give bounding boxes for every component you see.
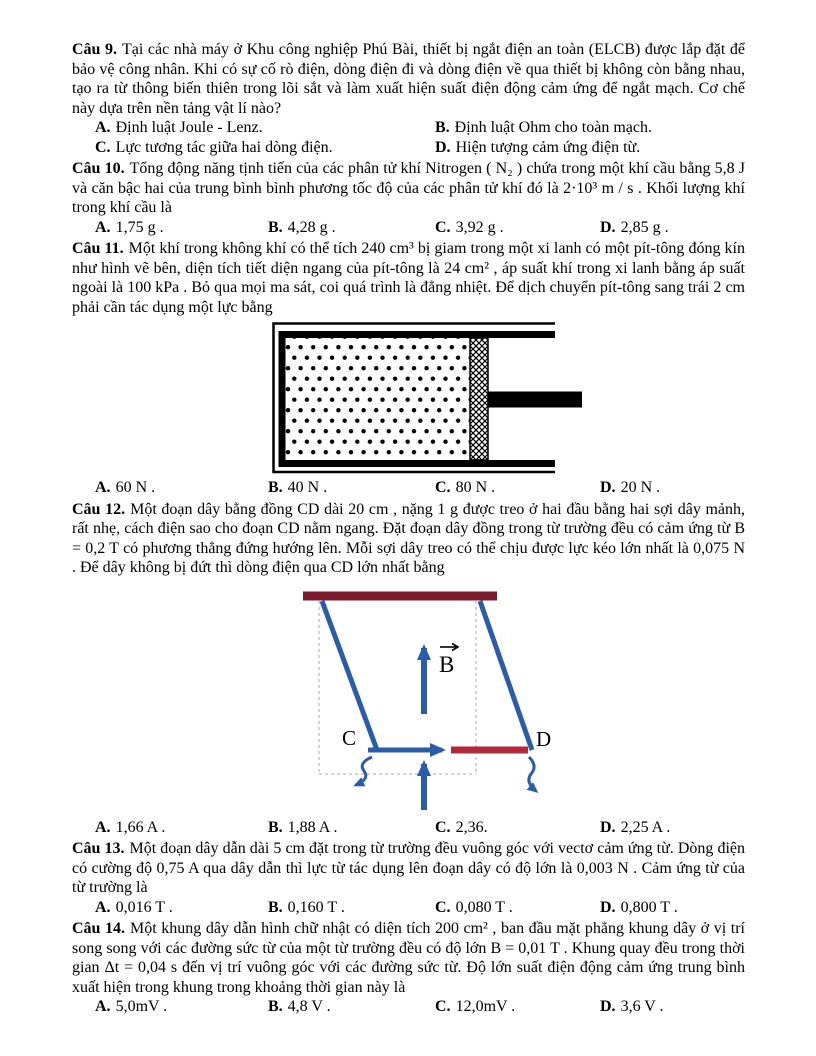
option-12-b bbox=[268, 818, 435, 838]
option-12-c bbox=[435, 818, 600, 838]
option-13-b-text: 0,160 T . bbox=[287, 898, 345, 916]
option-10-b bbox=[268, 218, 435, 238]
option-14-a bbox=[95, 997, 268, 1017]
question-11-paragraph bbox=[72, 239, 745, 317]
option-12-b-text: 1,88 A . bbox=[287, 818, 338, 836]
question-14-number: Câu 14. bbox=[72, 920, 126, 937]
squiggle-arrow-d-icon bbox=[529, 757, 536, 791]
option-11-b-letter: B. bbox=[268, 479, 283, 496]
option-9-d bbox=[435, 138, 640, 158]
question-14-options bbox=[95, 997, 745, 1017]
field-label: B bbox=[439, 651, 455, 677]
option-14-d-text: 3,6 V . bbox=[620, 998, 664, 1015]
question-13 bbox=[72, 839, 745, 917]
question-9-text: Tại các nhà máy ở Khu công nghiệp Phú Bài, thiết bị ngắt điện an toàn (ELCB) được lắp đặt để bảo vệ công nhân. Khi có sự cố rò điện, dòng điện đi và dòng điện về qua thiết bị không còn bằng nhau, tạo ra từ thông biến thiên trong lõi sắt và làm xuất hiện suất điện động cảm ứng để ngắt mạch. Cơ chế này dựa trên nền tảng vật lí nào? bbox=[72, 41, 746, 117]
option-14-a-text: 5,0mV . bbox=[115, 998, 168, 1015]
option-14-c-text: 12,0mV . bbox=[455, 998, 516, 1015]
option-9-b-letter: B. bbox=[435, 119, 450, 136]
option-12-c-letter: C. bbox=[435, 818, 451, 836]
option-11-b-text: 40 N . bbox=[287, 479, 328, 496]
label-c: C bbox=[342, 725, 357, 750]
option-11-d-letter: D. bbox=[600, 479, 616, 496]
question-12 bbox=[72, 500, 745, 838]
option-10-c-text: 3,92 g . bbox=[455, 218, 504, 236]
option-11-a-text: 60 N . bbox=[115, 479, 156, 496]
gas-dot-region bbox=[286, 338, 470, 460]
question-10-number: Câu 10. bbox=[72, 160, 125, 177]
question-9 bbox=[72, 40, 745, 157]
piston-head bbox=[470, 338, 488, 460]
option-12-d bbox=[600, 818, 670, 838]
option-11-d-text: 20 N . bbox=[620, 479, 661, 496]
option-14-d bbox=[600, 997, 664, 1017]
piston-cylinder-figure bbox=[272, 322, 585, 474]
option-9-d-letter: D. bbox=[435, 138, 451, 156]
question-12-text: Một đoạn dây bằng đồng CD dài 20 cm , nặng 1 g được treo ở hai đầu bằng hai sợi dây mảnh, rất nhẹ, cách điện sao cho đoạn CD nằm ngang. Đặt đoạn dây đồng trong từ trường đều có cảm ứng từ B = 0,2 T có phương thẳng đứng hướng lên. Mỗi sợi dây treo có thể chịu được lực kéo lớn nhất là 0,075 N . Để dây không bị đứt thì dòng điện qua CD lớn nhất bằng bbox=[72, 500, 746, 576]
question-9-number: Câu 9. bbox=[72, 41, 118, 58]
question-10 bbox=[72, 159, 745, 237]
option-12-d-text: 2,25 A . bbox=[620, 818, 671, 836]
option-13-c-text: 0,080 T . bbox=[455, 898, 513, 916]
option-12-b-letter: B. bbox=[268, 818, 283, 836]
option-10-a-text: 1,75 g . bbox=[115, 218, 164, 236]
option-13-c-letter: C. bbox=[435, 898, 451, 916]
option-9-d-text: Hiện tượng cảm ứng điện từ. bbox=[455, 138, 641, 156]
question-12-number: Câu 12. bbox=[72, 500, 126, 518]
question-13-options bbox=[95, 898, 745, 918]
option-10-c bbox=[435, 218, 600, 238]
option-11-c-letter: C. bbox=[435, 479, 451, 496]
question-11-text: Một khí trong không khí có thể tích 240 cm³ bị giam trong một xi lanh có một pít-tông đóng kín như hình vẽ bên, diện tích tiết diện ngang của pít-tông là 24 cm² , áp suất khí trong xi lanh bằng áp suất ngoài là 100 kPa . Bỏ qua mọi ma sát, coi quá trình là đẳng nhiệt. Để dịch chuyển pít-tông sang trái 2 cm phải cần tác dụng một lực bằng bbox=[72, 240, 746, 316]
option-14-b bbox=[268, 997, 435, 1017]
option-9-b bbox=[435, 118, 652, 138]
question-14-paragraph bbox=[72, 919, 745, 997]
option-13-b bbox=[268, 898, 435, 918]
option-11-a bbox=[95, 478, 268, 498]
option-10-d-letter: D. bbox=[600, 218, 616, 236]
option-14-b-text: 4,8 V . bbox=[287, 998, 331, 1015]
question-13-number: Câu 13. bbox=[72, 840, 125, 857]
option-11-d bbox=[600, 478, 660, 498]
option-12-a-text: 1,66 A . bbox=[115, 818, 166, 836]
option-13-d-text: 0,800 T . bbox=[620, 898, 678, 916]
option-9-a-text: Định luật Joule - Lenz. bbox=[115, 119, 263, 136]
option-10-d bbox=[600, 218, 669, 238]
option-10-a-letter: A. bbox=[95, 218, 111, 236]
squiggle-arrow-c-icon bbox=[356, 757, 372, 785]
option-13-a-text: 0,016 T . bbox=[115, 898, 173, 916]
question-14 bbox=[72, 919, 745, 1017]
option-13-a-letter: A. bbox=[95, 898, 111, 916]
question-9-options-row-1 bbox=[95, 118, 745, 138]
option-14-b-letter: B. bbox=[268, 998, 283, 1015]
question-10-paragraph bbox=[72, 159, 745, 218]
option-9-a-letter: A. bbox=[95, 119, 111, 136]
option-9-c-letter: C. bbox=[95, 138, 111, 156]
option-9-c-text: Lực tương tác giữa hai dòng điện. bbox=[115, 138, 333, 156]
option-14-c-letter: C. bbox=[435, 998, 451, 1015]
option-10-b-letter: B. bbox=[268, 218, 283, 236]
option-13-d-letter: D. bbox=[600, 898, 616, 916]
question-11-options bbox=[95, 478, 745, 498]
question-13-text: Một đoạn dây dẫn dài 5 cm đặt trong từ trường đều vuông góc với vectơ cảm ứng từ. Dòng điện có cường độ 0,75 A qua dây dẫn thì lực từ tác dụng lên đoạn dây có độ lớn là 0,003 N . Cảm ứng từ của từ trường là bbox=[72, 840, 746, 896]
question-11 bbox=[72, 239, 745, 498]
option-13-b-letter: B. bbox=[268, 898, 283, 916]
option-14-d-letter: D. bbox=[600, 998, 616, 1015]
option-11-c bbox=[435, 478, 600, 498]
option-9-a bbox=[95, 118, 435, 138]
piston-rod bbox=[488, 392, 582, 408]
question-9-paragraph bbox=[72, 40, 745, 118]
question-9-options-row-2 bbox=[95, 138, 745, 158]
option-12-a bbox=[95, 818, 268, 838]
option-11-c-text: 80 N . bbox=[455, 479, 496, 496]
option-10-a bbox=[95, 218, 268, 238]
option-11-b bbox=[268, 478, 435, 498]
question-11-number: Câu 11. bbox=[72, 240, 124, 257]
option-11-a-letter: A. bbox=[95, 479, 111, 496]
question-12-paragraph bbox=[72, 500, 745, 578]
question-14-text: Một khung dây dẫn hình chữ nhật có diện tích 200 cm² , ban đầu mặt phẳng khung dây ở vị trí song song với các đường sức từ của một từ trường đều có độ lớn B = 0,01 T . Khung quay đều trong thời gian Δt = 0,04 s đến vị trí vuông góc với các đường sức từ. Độ lớn suất điện động cảm ứng trung bình xuất hiện trong khung trong khoảng thời gian này là bbox=[72, 920, 746, 996]
option-13-d bbox=[600, 898, 678, 918]
option-9-b-text: Định luật Ohm cho toàn mạch. bbox=[454, 119, 652, 136]
question-12-options bbox=[95, 818, 745, 838]
option-10-d-text: 2,85 g . bbox=[620, 218, 669, 236]
option-14-c bbox=[435, 997, 600, 1017]
option-14-a-letter: A. bbox=[95, 998, 111, 1015]
option-13-c bbox=[435, 898, 600, 918]
label-d: D bbox=[536, 726, 552, 751]
question-10-options bbox=[95, 218, 745, 238]
option-12-c-text: 2,36. bbox=[455, 818, 488, 836]
question-13-paragraph bbox=[72, 839, 745, 898]
hanging-wire-figure bbox=[300, 586, 560, 818]
option-10-b-text: 4,28 g . bbox=[287, 218, 336, 236]
option-10-c-letter: C. bbox=[435, 218, 451, 236]
option-13-a bbox=[95, 898, 268, 918]
option-12-a-letter: A. bbox=[95, 818, 111, 836]
string-right bbox=[480, 601, 532, 750]
option-9-c bbox=[95, 138, 435, 158]
option-12-d-letter: D. bbox=[600, 818, 616, 836]
question-10-text: Tổng động năng tịnh tiến của các phân tử khí Nitrogen ( N₂ ) chứa trong một khí cầu bằng 5,8 J và căn bậc hai của trung bình bình phương tốc độ của các phân tử khí đó là 2·10³ m / s . Khối lượng khí trong khí cầu là bbox=[72, 160, 745, 216]
